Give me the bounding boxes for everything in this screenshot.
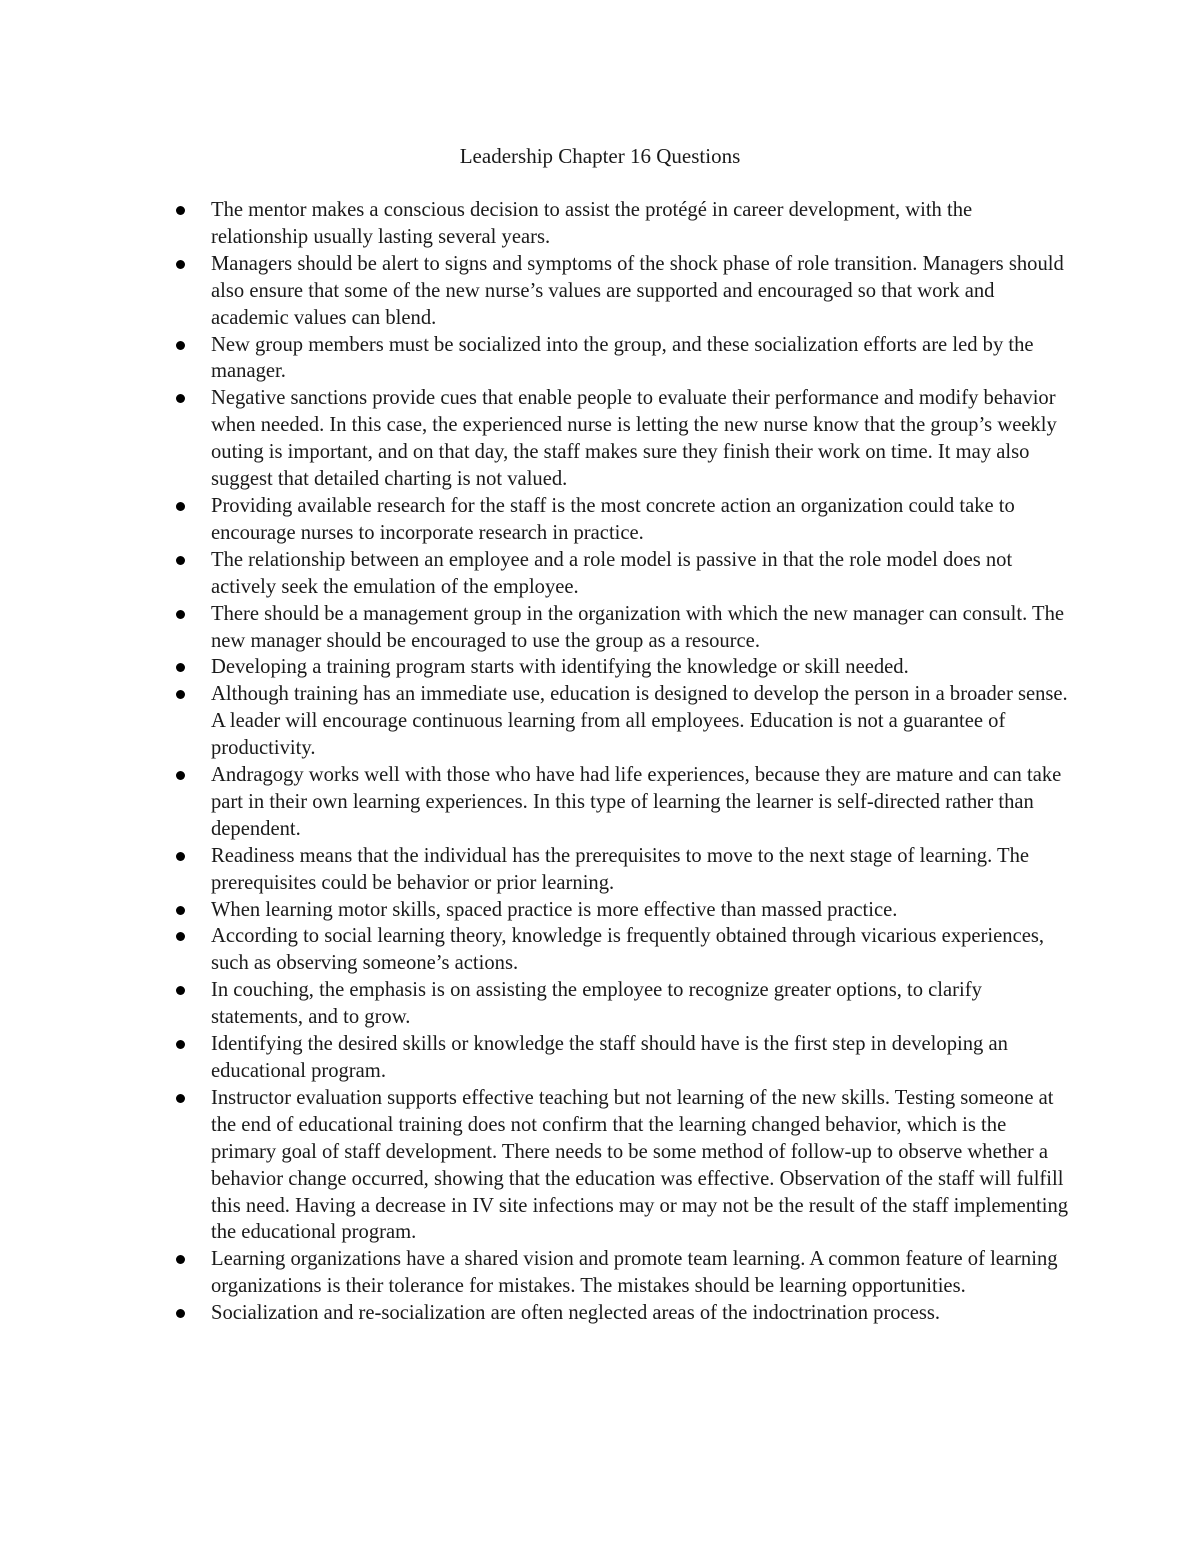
bullet-item <box>170 332 1070 386</box>
bullet-item <box>170 197 1070 251</box>
bullet-item <box>170 1246 1070 1300</box>
bullet-text: Managers should be alert to signs and symptoms of the shock phase of role transition. Managers should also ensure that some of the new nurse’s values are supported and encouraged so that work and academic values can blend. <box>211 252 1064 329</box>
bullet-dot-icon <box>176 341 185 350</box>
bullet-text: Developing a training program starts with identifying the knowledge or skill needed. <box>211 656 909 679</box>
bullet-item <box>170 385 1070 493</box>
bullet-dot-icon <box>176 1309 185 1318</box>
bullet-text: There should be a management group in the organization with which the new manager can consult. The new manager should be encouraged to use the group as a resource. <box>211 602 1065 652</box>
bullet-item <box>170 654 1070 681</box>
bullet-dot-icon <box>176 1094 185 1103</box>
bullet-text: New group members must be socialized into the group, and these socialization efforts are led by the manager. <box>211 333 1034 383</box>
bullet-dot-icon <box>176 260 185 269</box>
bullet-item <box>170 1085 1070 1246</box>
bullet-item <box>170 762 1070 843</box>
bullet-text: Instructor evaluation supports effective teaching but not learning of the new skills. Testing someone at the end of educational training does not confirm that the learning changed behavior, which is the primary goal of staff development. There needs to be some method of follow-up to observe whether a behavior change occurred, showing that the education was effective. Observation of the staff will fulfill this need. Having a decrease in IV site infections may or may not be the result of the staff implementing the educational program. <box>211 1086 1069 1244</box>
bullet-dot-icon <box>176 690 185 699</box>
bullet-item <box>170 1300 1070 1327</box>
bullet-list <box>170 197 1070 1327</box>
bullet-item <box>170 251 1070 332</box>
bullet-item <box>170 897 1070 924</box>
bullet-text: In couching, the emphasis is on assisting the employee to recognize greater options, to clarify statements, and to grow. <box>211 979 982 1029</box>
bullet-dot-icon <box>176 610 185 619</box>
bullet-text: Andragogy works well with those who have had life experiences, because they are mature and can take part in their own learning experiences. In this type of learning the learner is self-directed rather than dependent. <box>211 764 1062 840</box>
bullet-text: Readiness means that the individual has the prerequisites to move to the next stage of learning. The prerequisites could be behavior or prior learning. <box>211 844 1030 894</box>
bullet-item <box>170 843 1070 897</box>
bullet-dot-icon <box>176 663 185 672</box>
bullet-item <box>170 493 1070 547</box>
bullet-text: When learning motor skills, spaced practice is more effective than massed practice. <box>211 898 898 921</box>
bullet-dot-icon <box>176 771 185 780</box>
bullet-dot-icon <box>176 932 185 941</box>
document-title: Leadership Chapter 16 Questions <box>459 144 741 168</box>
bullet-item <box>170 977 1070 1031</box>
bullet-text: The mentor makes a conscious decision to assist the protégé in career development, with the relationship usually lasting several years. <box>211 199 973 248</box>
bullet-dot-icon <box>176 206 185 215</box>
bullet-dot-icon <box>176 394 185 403</box>
bullet-text: Providing available research for the staff is the most concrete action an organization could take to encourage nurses to incorporate research in practice. <box>211 494 1015 544</box>
bullet-dot-icon <box>176 906 185 915</box>
bullet-item <box>170 601 1070 655</box>
bullet-dot-icon <box>176 1255 185 1264</box>
bullet-text: Learning organizations have a shared vision and promote team learning. A common feature of learning organizations is their tolerance for mistakes. The mistakes should be learning opportunities. <box>211 1248 1058 1298</box>
bullet-text: According to social learning theory, knowledge is frequently obtained through vicarious experiences, such as observing someone’s actions. <box>211 925 1045 975</box>
bullet-text: Although training has an immediate use, education is designed to develop the person in a broader sense. A leader will encourage continuous learning from all employees. Education is not a guarantee of productivity. <box>211 683 1068 760</box>
bullet-dot-icon <box>176 986 185 995</box>
bullet-dot-icon <box>176 1040 185 1049</box>
bullet-item <box>170 923 1070 977</box>
bullet-text: The relationship between an employee and a role model is passive in that the role model does not actively seek the emulation of the employee. <box>211 548 1013 598</box>
bullet-item <box>170 547 1070 601</box>
bullet-dot-icon <box>176 556 185 565</box>
bullet-item <box>170 1031 1070 1085</box>
bullet-dot-icon <box>176 502 185 511</box>
bullet-item <box>170 681 1070 762</box>
bullet-text: Socialization and re-socialization are often neglected areas of the indoctrination process. <box>211 1302 941 1325</box>
bullet-dot-icon <box>176 852 185 861</box>
bullet-text: Negative sanctions provide cues that enable people to evaluate their performance and modify behavior when needed. In this case, the experienced nurse is letting the new nurse know that the group’s weekly outing is important, and on that day, the staff makes sure they finish their work on time. It may also suggest that detailed charting is not valued. <box>211 387 1057 491</box>
bullet-text: Identifying the desired skills or knowledge the staff should have is the first step in developing an educational program. <box>211 1033 1008 1082</box>
